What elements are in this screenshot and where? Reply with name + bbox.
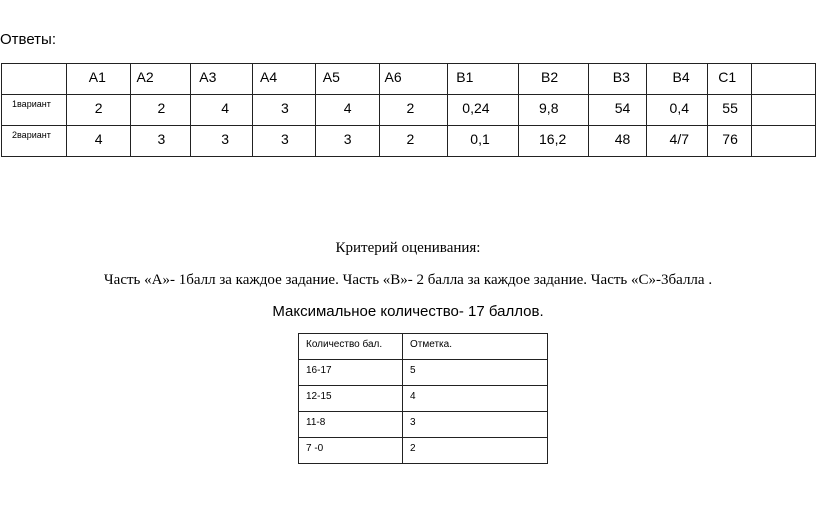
criteria-parts: Часть «А»- 1балл за каждое задание. Часть «В»- 2 балла за каждое задание. Часть «С»-3балла . bbox=[103, 272, 713, 288]
header-cell bbox=[752, 64, 816, 95]
answer-cell: 16,2 bbox=[519, 126, 589, 157]
header-cell: А2 bbox=[130, 64, 191, 95]
header-cell: В4 bbox=[646, 64, 708, 95]
answer-cell: 0,1 bbox=[448, 126, 519, 157]
grades-row bbox=[299, 412, 548, 438]
answer-cell: 3 bbox=[191, 126, 253, 157]
header-cell: С1 bbox=[708, 64, 752, 95]
answer-cell: 9,8 bbox=[519, 95, 589, 126]
header-cell: А1 bbox=[66, 64, 130, 95]
header-cell: Количество бал. bbox=[299, 334, 403, 360]
answer-cell: 2 bbox=[66, 95, 130, 126]
header-cell: А4 bbox=[253, 64, 316, 95]
header-cell: А5 bbox=[315, 64, 379, 95]
answer-cell: 0,4 bbox=[646, 95, 708, 126]
header-cell: А6 bbox=[379, 64, 448, 95]
header-cell bbox=[2, 64, 67, 95]
grade-cell: 3 bbox=[403, 412, 548, 438]
answer-cell: 4 bbox=[191, 95, 253, 126]
page-heading: Ответы: bbox=[0, 31, 57, 48]
answer-cell: 2 bbox=[130, 95, 191, 126]
grade-cell: 4 bbox=[403, 386, 548, 412]
grades-header-row bbox=[299, 334, 548, 360]
header-cell: В2 bbox=[519, 64, 589, 95]
answers-header-row bbox=[2, 64, 816, 95]
grades-row bbox=[299, 438, 548, 464]
answer-cell bbox=[752, 126, 816, 157]
answer-cell: 3 bbox=[253, 95, 316, 126]
answer-cell: 4 bbox=[66, 126, 130, 157]
score-range-cell: 16-17 bbox=[299, 360, 403, 386]
answer-cell: 4 bbox=[315, 95, 379, 126]
answers-row-variant-1 bbox=[2, 95, 816, 126]
answer-cell: 48 bbox=[588, 126, 646, 157]
grades-row bbox=[299, 386, 548, 412]
answer-cell: 3 bbox=[253, 126, 316, 157]
score-range-cell: 11-8 bbox=[299, 412, 403, 438]
answer-cell: 55 bbox=[708, 95, 752, 126]
answer-cell: 3 bbox=[130, 126, 191, 157]
answer-cell: 0,24 bbox=[448, 95, 519, 126]
criteria-title: Критерий оценивания: bbox=[335, 240, 481, 256]
answer-cell: 3 bbox=[315, 126, 379, 157]
answer-cell bbox=[752, 95, 816, 126]
score-range-cell: 7 -0 bbox=[299, 438, 403, 464]
row-label: 2вариант bbox=[2, 126, 67, 157]
answers-table bbox=[1, 63, 816, 157]
row-label: 1вариант bbox=[2, 95, 67, 126]
grades-row bbox=[299, 360, 548, 386]
grade-cell: 2 bbox=[403, 438, 548, 464]
header-cell: Отметка. bbox=[403, 334, 548, 360]
max-score-note: Максимальное количество- 17 баллов. bbox=[272, 303, 544, 320]
answer-cell: 76 bbox=[708, 126, 752, 157]
grade-cell: 5 bbox=[403, 360, 548, 386]
answer-cell: 54 bbox=[588, 95, 646, 126]
header-cell: В3 bbox=[588, 64, 646, 95]
answers-row-variant-2 bbox=[2, 126, 816, 157]
score-range-cell: 12-15 bbox=[299, 386, 403, 412]
answer-cell: 4/7 bbox=[646, 126, 708, 157]
answer-cell: 2 bbox=[379, 95, 448, 126]
header-cell: В1 bbox=[448, 64, 519, 95]
answer-cell: 2 bbox=[379, 126, 448, 157]
grades-table bbox=[298, 333, 548, 464]
header-cell: А3 bbox=[191, 64, 253, 95]
